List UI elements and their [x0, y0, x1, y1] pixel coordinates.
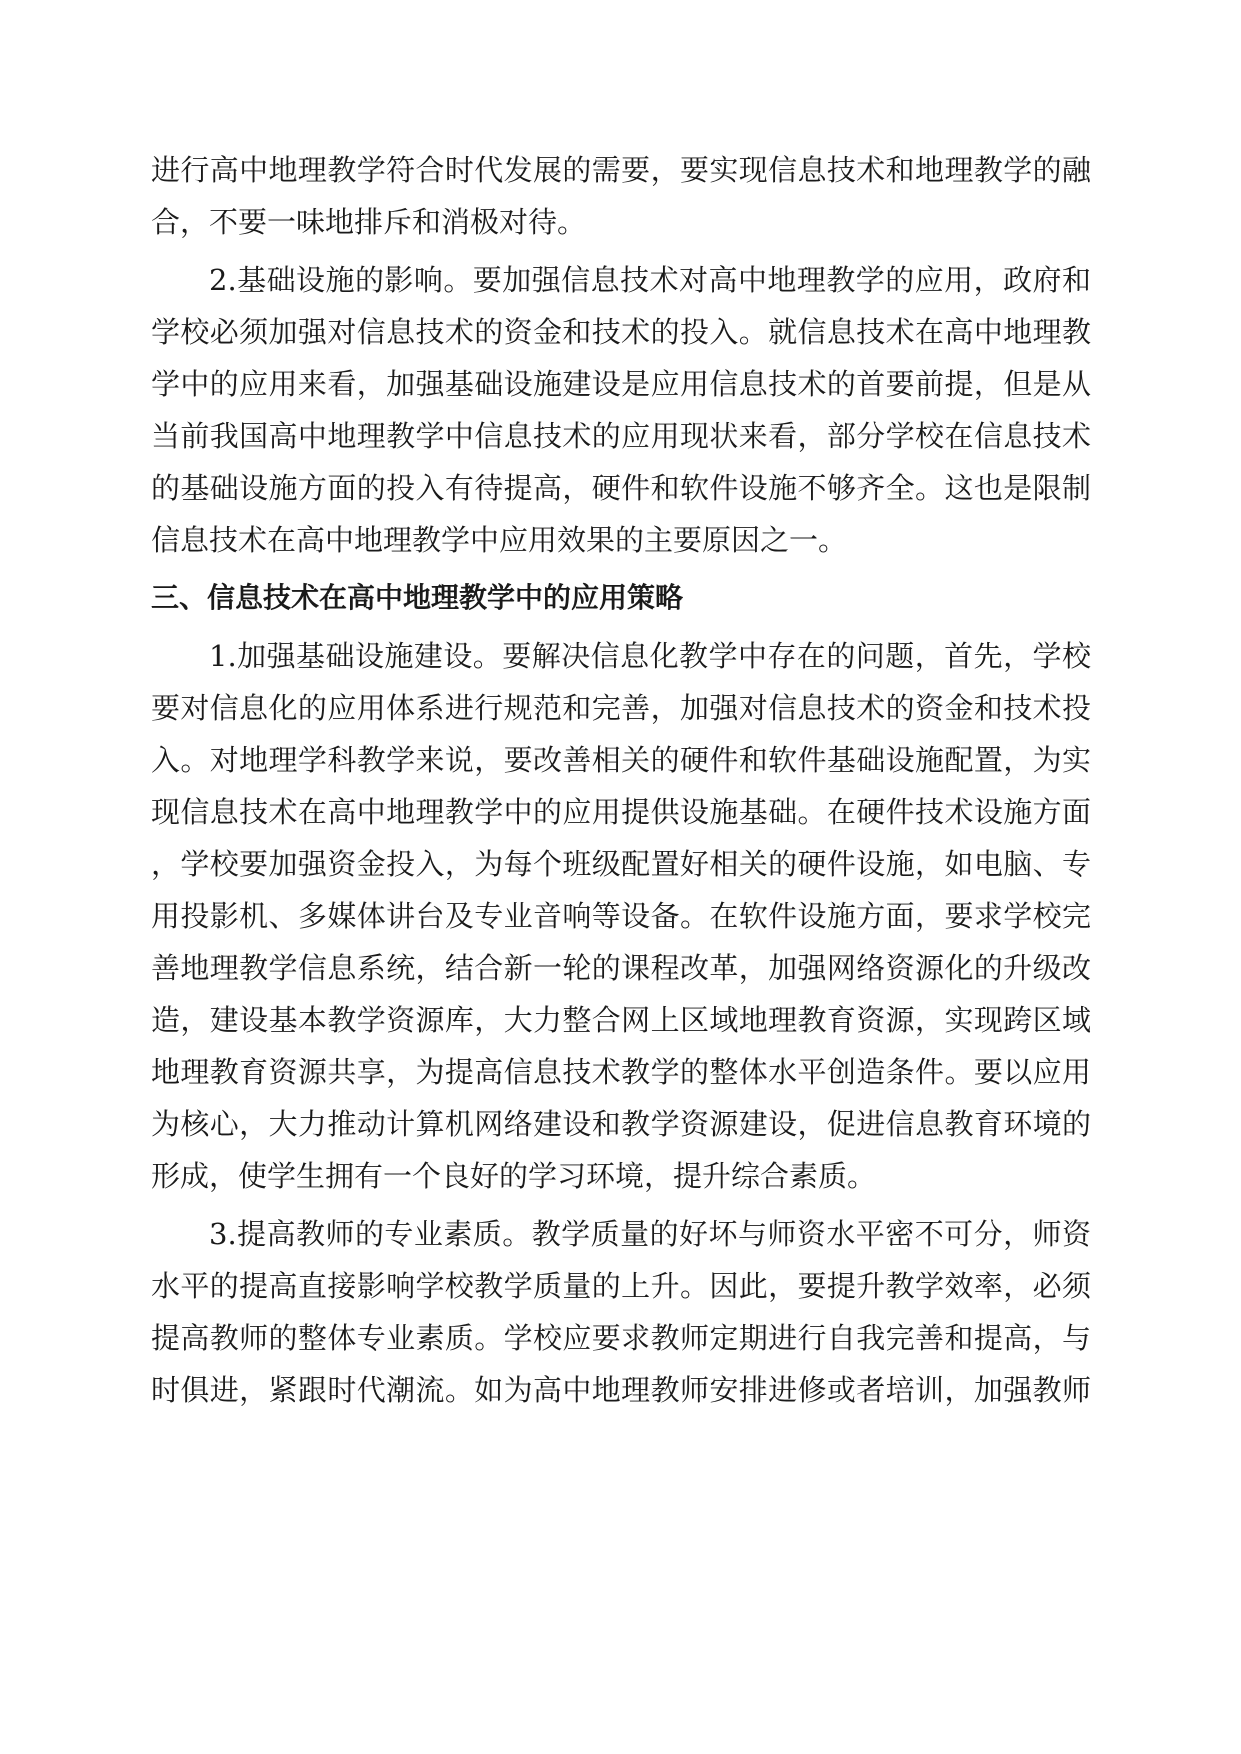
text-line: 进行高中地理教学符合时代发展的需要，要实现信息技术和地理教学的融	[151, 153, 1091, 187]
text-line: 要对信息化的应用体系进行规范和完善，加强对信息技术的资金和技术投	[151, 691, 1091, 725]
text-line: 用投影机、多媒体讲台及专业音响等设备。在软件设施方面，要求学校完	[151, 899, 1091, 933]
text-line: 入。对地理学科教学来说，要改善相关的硬件和软件基础设施配置，为实	[151, 743, 1091, 777]
text-line: 为核心，大力推动计算机网络建设和教学资源建设，促进信息教育环境的	[151, 1107, 1091, 1141]
text-line: ，学校要加强资金投入，为每个班级配置好相关的硬件设施，如电脑、专	[151, 847, 1091, 881]
text-line: 提高教师的整体专业素质。学校应要求教师定期进行自我完善和提高，与	[151, 1321, 1091, 1355]
text-line: 时俱进，紧跟时代潮流。如为高中地理教师安排进修或者培训，加强教师	[151, 1373, 1091, 1407]
text-line: 3.提高教师的专业素质。教学质量的好坏与师资水平密不可分，师资	[209, 1217, 1091, 1251]
text-line: 地理教育资源共享，为提高信息技术教学的整体水平创造条件。要以应用	[151, 1055, 1091, 1089]
text-line: 当前我国高中地理教学中信息技术的应用现状来看，部分学校在信息技术	[151, 419, 1091, 453]
text-line: 现信息技术在高中地理教学中的应用提供设施基础。在硬件技术设施方面	[151, 795, 1091, 829]
text-line: 学中的应用来看，加强基础设施建设是应用信息技术的首要前提，但是从	[151, 367, 1091, 401]
text-line: 善地理教学信息系统，结合新一轮的课程改革，加强网络资源化的升级改	[151, 951, 1091, 985]
text-line: 2.基础设施的影响。要加强信息技术对高中地理教学的应用，政府和	[209, 263, 1091, 297]
section-heading: 三、信息技术在高中地理教学中的应用策略	[151, 581, 684, 614]
text-line: 造，建设基本教学资源库，大力整合网上区域地理教育资源，实现跨区域	[151, 1003, 1091, 1037]
text-line: 1.加强基础设施建设。要解决信息化教学中存在的问题，首先，学校	[209, 639, 1091, 673]
text-line: 合，不要一味地排斥和消极对待。	[151, 205, 587, 239]
text-line: 形成，使学生拥有一个良好的学习环境，提升综合素质。	[151, 1159, 877, 1193]
text-line: 信息技术在高中地理教学中应用效果的主要原因之一。	[151, 523, 848, 557]
text-line: 学校必须加强对信息技术的资金和技术的投入。就信息技术在高中地理教	[151, 315, 1091, 349]
text-line: 水平的提高直接影响学校教学质量的上升。因此，要提升教学效率，必须	[151, 1269, 1091, 1303]
text-line: 的基础设施方面的投入有待提高，硬件和软件设施不够齐全。这也是限制	[151, 471, 1091, 505]
